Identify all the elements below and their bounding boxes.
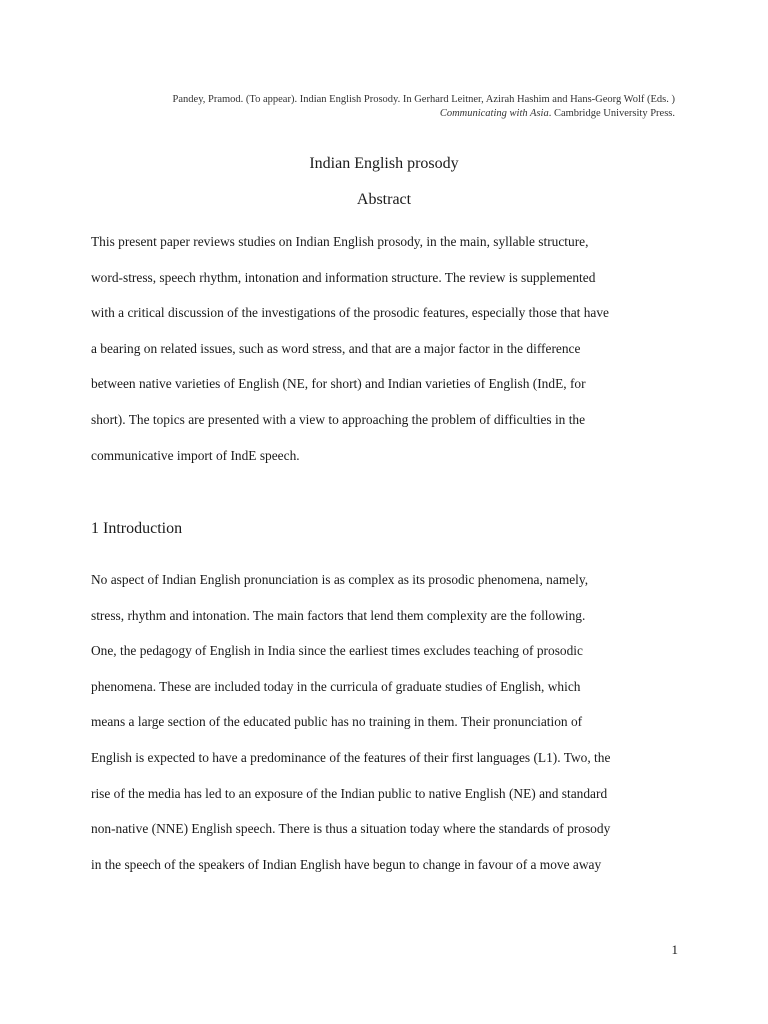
- introduction-line: No aspect of Indian English pronunciation is as complex as its prosodic phenomena, namely,: [91, 572, 589, 587]
- citation-book-title: Communicating with Asia: [439, 108, 549, 119]
- abstract-paragraph: [91, 224, 691, 473]
- abstract-line: communicative import of IndE speech.: [91, 447, 300, 463]
- introduction-paragraph: [91, 562, 691, 882]
- section-heading-introduction: 1 Introduction: [91, 520, 183, 537]
- paper-title: Indian English prosody: [309, 155, 459, 172]
- abstract-line: a bearing on related issues, such as word stress, and that are a major factor in the difference: [91, 340, 581, 356]
- abstract-heading: Abstract: [356, 191, 412, 208]
- page-number: 1: [671, 942, 678, 957]
- introduction-line: means a large section of the educated public has no training in them. Their pronunciation of: [91, 714, 583, 730]
- abstract-line: short). The topics are presented with a view to approaching the problem of difficulties in the: [91, 411, 586, 427]
- citation-line-2: [75, 107, 675, 121]
- abstract-line: word-stress, speech rhythm, intonation and information structure. The review is supplemented: [91, 269, 596, 285]
- abstract-line: between native varieties of English (NE, for short) and Indian varieties of English (IndE, for: [91, 376, 586, 392]
- citation-header: [75, 93, 675, 121]
- introduction-line: non-native (NNE) English speech. There is thus a situation today where the standards of prosody: [91, 821, 611, 837]
- citation-line-1: Pandey, Pramod. (To appear). Indian English Prosody. In Gerhard Leitner, Azirah Hashim and Hans-Georg Wolf (Eds. ): [172, 94, 675, 105]
- introduction-line: One, the pedagogy of English in India since the earliest times excludes teaching of prosodic: [91, 643, 583, 659]
- introduction-line: in the speech of the speakers of Indian English have begun to change in favour of a move away: [91, 856, 602, 872]
- introduction-line: rise of the media has led to an exposure of the Indian public to native English (NE) and standard: [91, 785, 608, 801]
- abstract-line: with a critical discussion of the investigations of the prosodic features, especially those that have: [91, 305, 609, 321]
- introduction-line: phenomena. These are included today in the curricula of graduate studies of English, which: [91, 678, 581, 694]
- abstract-line: This present paper reviews studies on Indian English prosody, in the main, syllable structure,: [91, 234, 589, 249]
- introduction-line: English is expected to have a predominance of the features of their first languages (L1). Two, the: [91, 749, 611, 765]
- citation-publisher: . Cambridge University Press.: [548, 108, 675, 119]
- introduction-line: stress, rhythm and intonation. The main factors that lend them complexity are the following.: [91, 607, 586, 623]
